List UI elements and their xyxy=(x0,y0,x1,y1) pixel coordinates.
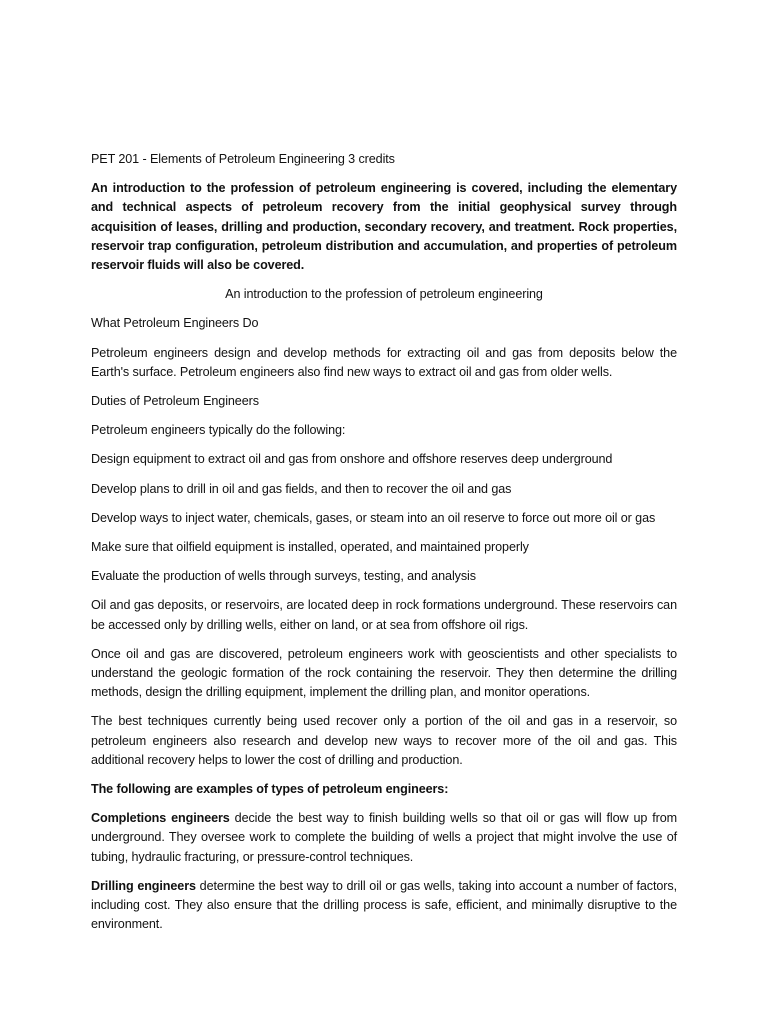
duty-item: Design equipment to extract oil and gas from onshore and offshore reserves deep underground xyxy=(91,452,613,467)
course-description: An introduction to the profession of petroleum engineering is covered, including the elementary and technical aspects of petroleum recovery from the initial geophysical survey through acquisition of leases, drilling and production, secondary recovery, and treatment. Rock properties, reservoir trap configuration, petroleum distribution and accumulation, and properties of petroleum reservoir fluids will also be covered. xyxy=(91,181,677,273)
duty-item: Develop ways to inject water, chemicals, gases, or steam into an oil reserve to force out more oil or gas xyxy=(91,510,656,525)
duty-item: Develop plans to drill in oil and gas fields, and then to recover the oil and gas xyxy=(91,481,512,496)
section-title: An introduction to the profession of petroleum engineering xyxy=(225,287,543,302)
completions-term: Completions engineers xyxy=(91,811,230,826)
duty-item: Evaluate the production of wells through surveys, testing, and analysis xyxy=(91,569,476,584)
what-body: Petroleum engineers design and develop methods for extracting oil and gas from deposits below the Earth's surface. Petroleum engineers also find new ways to extract oil and gas from older wells. xyxy=(91,345,677,379)
paragraph-deposits: Oil and gas deposits, or reservoirs, are located deep in rock formations underground. These reservoirs can be accessed only by drilling wells, either on land, or at sea from offshore oil rigs. xyxy=(91,598,677,632)
duties-intro: Petroleum engineers typically do the following: xyxy=(91,423,346,438)
course-line: PET 201 - Elements of Petroleum Engineering 3 credits xyxy=(91,152,395,166)
drilling-text: determine the best way to drill oil or gas wells, taking into account a number of factors, including cost. They also ensure that the drilling process is safe, efficient, and minimally disruptive to the environment. xyxy=(91,878,677,932)
types-heading: The following are examples of types of petroleum engineers: xyxy=(91,782,449,797)
drilling-term: Drilling engineers xyxy=(91,878,196,893)
document-page xyxy=(91,150,677,945)
duty-item: Make sure that oilfield equipment is installed, operated, and maintained properly xyxy=(91,540,529,555)
paragraph-discovered: Once oil and gas are discovered, petroleum engineers work with geoscientists and other specialists to understand the geologic formation of the rock containing the reservoir. They then determine the drilling methods, design the drilling equipment, implement the drilling plan, and monitor operations. xyxy=(91,646,677,700)
drilling-paragraph xyxy=(91,877,677,935)
duties-heading: Duties of Petroleum Engineers xyxy=(91,394,259,409)
what-heading: What Petroleum Engineers Do xyxy=(91,316,259,331)
completions-text: decide the best way to finish building wells so that oil or gas will flow up from underground. They oversee work to complete the building of wells a project that might involve the use of tubing, hydraulic fracturing, or pressure-control techniques. xyxy=(91,811,677,864)
completions-paragraph xyxy=(91,809,677,867)
paragraph-techniques: The best techniques currently being used recover only a portion of the oil and gas in a reservoir, so petroleum engineers also research and develop new ways to recover more of the oil and gas. This additional recovery helps to lower the cost of drilling and production. xyxy=(91,714,677,767)
